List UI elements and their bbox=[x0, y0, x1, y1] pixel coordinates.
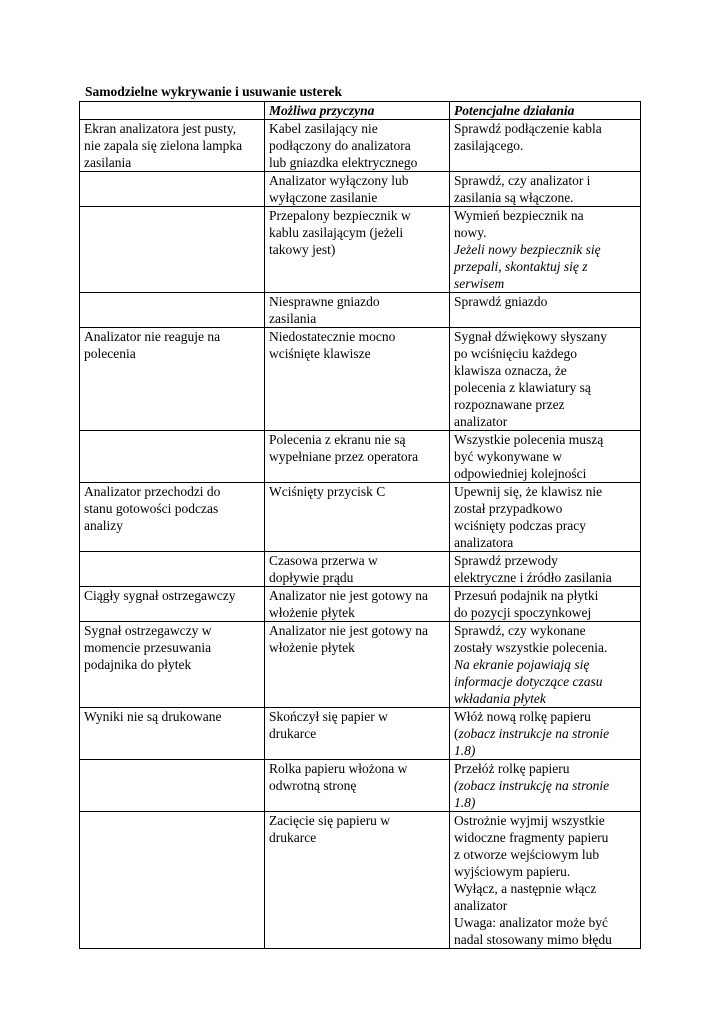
ref-paren: ( bbox=[454, 726, 459, 741]
cell-text-line: Analizator nie reaguje na bbox=[84, 329, 221, 344]
cell-text-line: Sygnał dźwiękowy słyszany bbox=[454, 329, 607, 344]
cell-text-line: nie zapala się zielona lampka bbox=[84, 138, 243, 153]
cause-cell bbox=[265, 293, 450, 328]
cell-text-line: Sprawdź, czy wykonane bbox=[454, 623, 586, 638]
column-header-symptom bbox=[80, 102, 265, 120]
cell-text-line bbox=[454, 725, 637, 742]
cell-text-line: Przełóż rolkę papieru bbox=[454, 761, 570, 776]
cell-text-line: polecenia z klawiatury są bbox=[454, 380, 591, 395]
table-row bbox=[80, 483, 641, 552]
cell-text-line: Sprawdź, czy analizator i bbox=[454, 173, 591, 188]
cell-text-line: Upewnij się, że klawisz nie bbox=[454, 484, 603, 499]
cell-text-line: Kabel zasilający nie bbox=[269, 121, 378, 136]
cell-text-line: być wykonywane w bbox=[454, 449, 562, 464]
cell-text-line: polecenia bbox=[84, 346, 136, 361]
cell-text-line: analizy bbox=[84, 518, 123, 533]
table-row bbox=[80, 812, 641, 949]
table-row bbox=[80, 587, 641, 622]
cell-text-line: kablu zasilającym (jeżeli bbox=[269, 225, 404, 240]
table-row bbox=[80, 293, 641, 328]
ref-text: zobacz instrukcje na stronie bbox=[458, 726, 610, 741]
cell-text-line: wciśnięty podczas pracy bbox=[454, 518, 586, 533]
cell-text-line: Niesprawne gniazdo bbox=[269, 294, 380, 309]
cell-text-line: elektryczne i źródło zasilania bbox=[454, 570, 612, 585]
cell-text-line: Niedostatecznie mocno bbox=[269, 329, 396, 344]
cell-text-line: zostały wszystkie polecenia. bbox=[454, 640, 608, 655]
cause-cell bbox=[265, 120, 450, 172]
cell-text-line: włożenie płytek bbox=[269, 605, 355, 620]
cell-text-line: Wszystkie polecenia muszą bbox=[454, 432, 604, 447]
symptom-cell bbox=[80, 812, 265, 949]
cell-text-line: po wciśnięciu każdego bbox=[454, 346, 577, 361]
cell-text-line: serwisem bbox=[454, 276, 505, 291]
action-cell bbox=[450, 172, 641, 207]
action-cell bbox=[450, 207, 641, 293]
cell-text-line: zasilania są włączone. bbox=[454, 190, 574, 205]
symptom-cell bbox=[80, 708, 265, 760]
cell-text-line: Wyłącz, a następnie włącz bbox=[454, 881, 597, 896]
cell-text-line: Analizator wyłączony lub bbox=[269, 173, 409, 188]
cell-text-line: został przypadkowo bbox=[454, 501, 563, 516]
cell-text-line: Wymień bezpiecznik na bbox=[454, 208, 584, 223]
cell-text-line: dopływie prądu bbox=[269, 570, 354, 585]
cell-text-line: Przepalony bezpiecznik w bbox=[269, 208, 411, 223]
cell-text-line: Ekran analizatora jest pusty, bbox=[84, 121, 237, 136]
cause-cell bbox=[265, 622, 450, 708]
cell-text-line: drukarce bbox=[269, 726, 317, 741]
cell-text-line: takowy jest) bbox=[269, 242, 336, 257]
cell-text-line: analizator bbox=[454, 898, 508, 913]
cell-text-line: wciśnięte klawisze bbox=[269, 346, 371, 361]
cause-cell bbox=[265, 172, 450, 207]
action-cell bbox=[450, 708, 641, 760]
cause-cell bbox=[265, 328, 450, 431]
cell-text-line: wypełniane przez operatora bbox=[269, 449, 419, 464]
cell-text-line: Analizator nie jest gotowy na bbox=[269, 588, 428, 603]
cell-text-line: odwrotną stronę bbox=[269, 778, 357, 793]
table-row bbox=[80, 431, 641, 483]
cell-text-line: Wciśnięty przycisk C bbox=[269, 484, 386, 499]
table-row bbox=[80, 552, 641, 587]
cell-text-line: podłączony do analizatora bbox=[269, 138, 411, 153]
cell-text-line: widoczne fragmenty papieru bbox=[454, 830, 609, 845]
action-cell bbox=[450, 483, 641, 552]
cell-text-line: odpowiedniej kolejności bbox=[454, 466, 587, 481]
table-body bbox=[80, 120, 641, 949]
table-row bbox=[80, 328, 641, 431]
cell-text-line: Sprawdź podłączenie kabla bbox=[454, 121, 602, 136]
cell-text-line: analizatora bbox=[454, 535, 514, 550]
cell-text-line: Jeżeli nowy bezpiecznik się bbox=[454, 242, 601, 257]
cell-text-line: Ciągły sygnał ostrzegawczy bbox=[84, 588, 236, 603]
symptom-cell bbox=[80, 760, 265, 812]
cell-text-line: Na ekranie pojawiają się bbox=[454, 657, 590, 672]
cell-text-line: włożenie płytek bbox=[269, 640, 355, 655]
cell-text-line: 1.8) bbox=[454, 743, 476, 758]
cell-text-line: zasilania bbox=[84, 155, 132, 170]
cell-text-line: Sprawdź gniazdo bbox=[454, 294, 548, 309]
action-cell bbox=[450, 552, 641, 587]
cause-cell bbox=[265, 552, 450, 587]
cell-text-line: rozpoznawane przez bbox=[454, 397, 565, 412]
cell-text-line: 1.8) bbox=[454, 795, 476, 810]
table-row bbox=[80, 172, 641, 207]
cell-text-line: analizator bbox=[454, 414, 508, 429]
table-row bbox=[80, 622, 641, 708]
cell-text-line: Ostrożnie wyjmij wszystkie bbox=[454, 813, 605, 828]
table-row bbox=[80, 708, 641, 760]
cause-cell bbox=[265, 760, 450, 812]
symptom-cell bbox=[80, 207, 265, 293]
cell-text-line: z otworze wejściowym lub bbox=[454, 847, 600, 862]
cell-text-line: lub gniazdka elektrycznego bbox=[269, 155, 418, 170]
cell-text-line: przepali, skontaktuj się z bbox=[454, 259, 588, 274]
symptom-cell bbox=[80, 120, 265, 172]
table-row bbox=[80, 120, 641, 172]
action-cell bbox=[450, 293, 641, 328]
action-cell bbox=[450, 760, 641, 812]
cause-cell bbox=[265, 708, 450, 760]
cell-text-line: wyłączone zasilanie bbox=[269, 190, 378, 205]
cell-text-line: Przesuń podajnik na płytki bbox=[454, 588, 599, 603]
cell-text-line: Uwaga: analizator może być bbox=[454, 915, 609, 930]
cell-text-line: (zobacz instrukcję na stronie bbox=[454, 778, 610, 793]
symptom-cell bbox=[80, 483, 265, 552]
cell-text-line: podajnika do płytek bbox=[84, 657, 192, 672]
cell-text-line: Włóż nową rolkę papieru bbox=[454, 709, 591, 724]
cell-text-line: Sprawdź przewody bbox=[454, 553, 558, 568]
symptom-cell bbox=[80, 172, 265, 207]
cause-cell bbox=[265, 207, 450, 293]
symptom-cell bbox=[80, 293, 265, 328]
cell-text-line: wkładania płytek bbox=[454, 691, 546, 706]
page-title: Samodzielne wykrywanie i usuwanie usterek bbox=[85, 84, 343, 99]
column-header-cause: Możliwa przyczyna bbox=[265, 102, 450, 120]
cell-text-line: klawisza oznacza, że bbox=[454, 363, 567, 378]
symptom-cell bbox=[80, 587, 265, 622]
symptom-cell bbox=[80, 622, 265, 708]
cell-text-line: zasilającego. bbox=[454, 138, 524, 153]
symptom-cell bbox=[80, 431, 265, 483]
action-cell bbox=[450, 431, 641, 483]
cell-text-line: wyjściowym papieru. bbox=[454, 864, 571, 879]
cell-text-line: drukarce bbox=[269, 830, 317, 845]
action-cell bbox=[450, 812, 641, 949]
cell-text-line: Polecenia z ekranu nie są bbox=[269, 432, 406, 447]
cell-text-line: Skończył się papier w bbox=[269, 709, 388, 724]
table-row bbox=[80, 207, 641, 293]
table-row bbox=[80, 760, 641, 812]
cause-cell bbox=[265, 483, 450, 552]
cause-cell bbox=[265, 812, 450, 949]
cell-text-line: Wyniki nie są drukowane bbox=[84, 709, 222, 724]
cell-text-line: Czasowa przerwa w bbox=[269, 553, 378, 568]
cell-text-line: Analizator nie jest gotowy na bbox=[269, 623, 428, 638]
cell-text-line: Analizator przechodzi do bbox=[84, 484, 221, 499]
action-cell bbox=[450, 120, 641, 172]
cell-text-line: Rolka papieru włożona w bbox=[269, 761, 408, 776]
column-header-action: Potencjalne działania bbox=[450, 102, 641, 120]
cell-text-line: Zacięcie się papieru w bbox=[269, 813, 391, 828]
symptom-cell bbox=[80, 552, 265, 587]
cell-text-line: stanu gotowości podczas bbox=[84, 501, 219, 516]
cell-text-line: informacje dotyczące czasu bbox=[454, 674, 603, 689]
cause-cell bbox=[265, 431, 450, 483]
troubleshooting-table bbox=[79, 101, 641, 949]
cell-text-line: Sygnał ostrzegawczy w bbox=[84, 623, 212, 638]
cell-text-line: nadal stosowany mimo błędu bbox=[454, 932, 612, 947]
cause-cell bbox=[265, 587, 450, 622]
action-cell bbox=[450, 328, 641, 431]
cell-text-line: zasilania bbox=[269, 311, 317, 326]
cell-text-line: momencie przesuwania bbox=[84, 640, 212, 655]
action-cell bbox=[450, 587, 641, 622]
cell-text-line: nowy. bbox=[454, 225, 487, 240]
document-page bbox=[79, 84, 640, 949]
cell-text-line: do pozycji spoczynkowej bbox=[454, 605, 592, 620]
symptom-cell bbox=[80, 328, 265, 431]
action-cell bbox=[450, 622, 641, 708]
table-header-row bbox=[80, 102, 641, 120]
